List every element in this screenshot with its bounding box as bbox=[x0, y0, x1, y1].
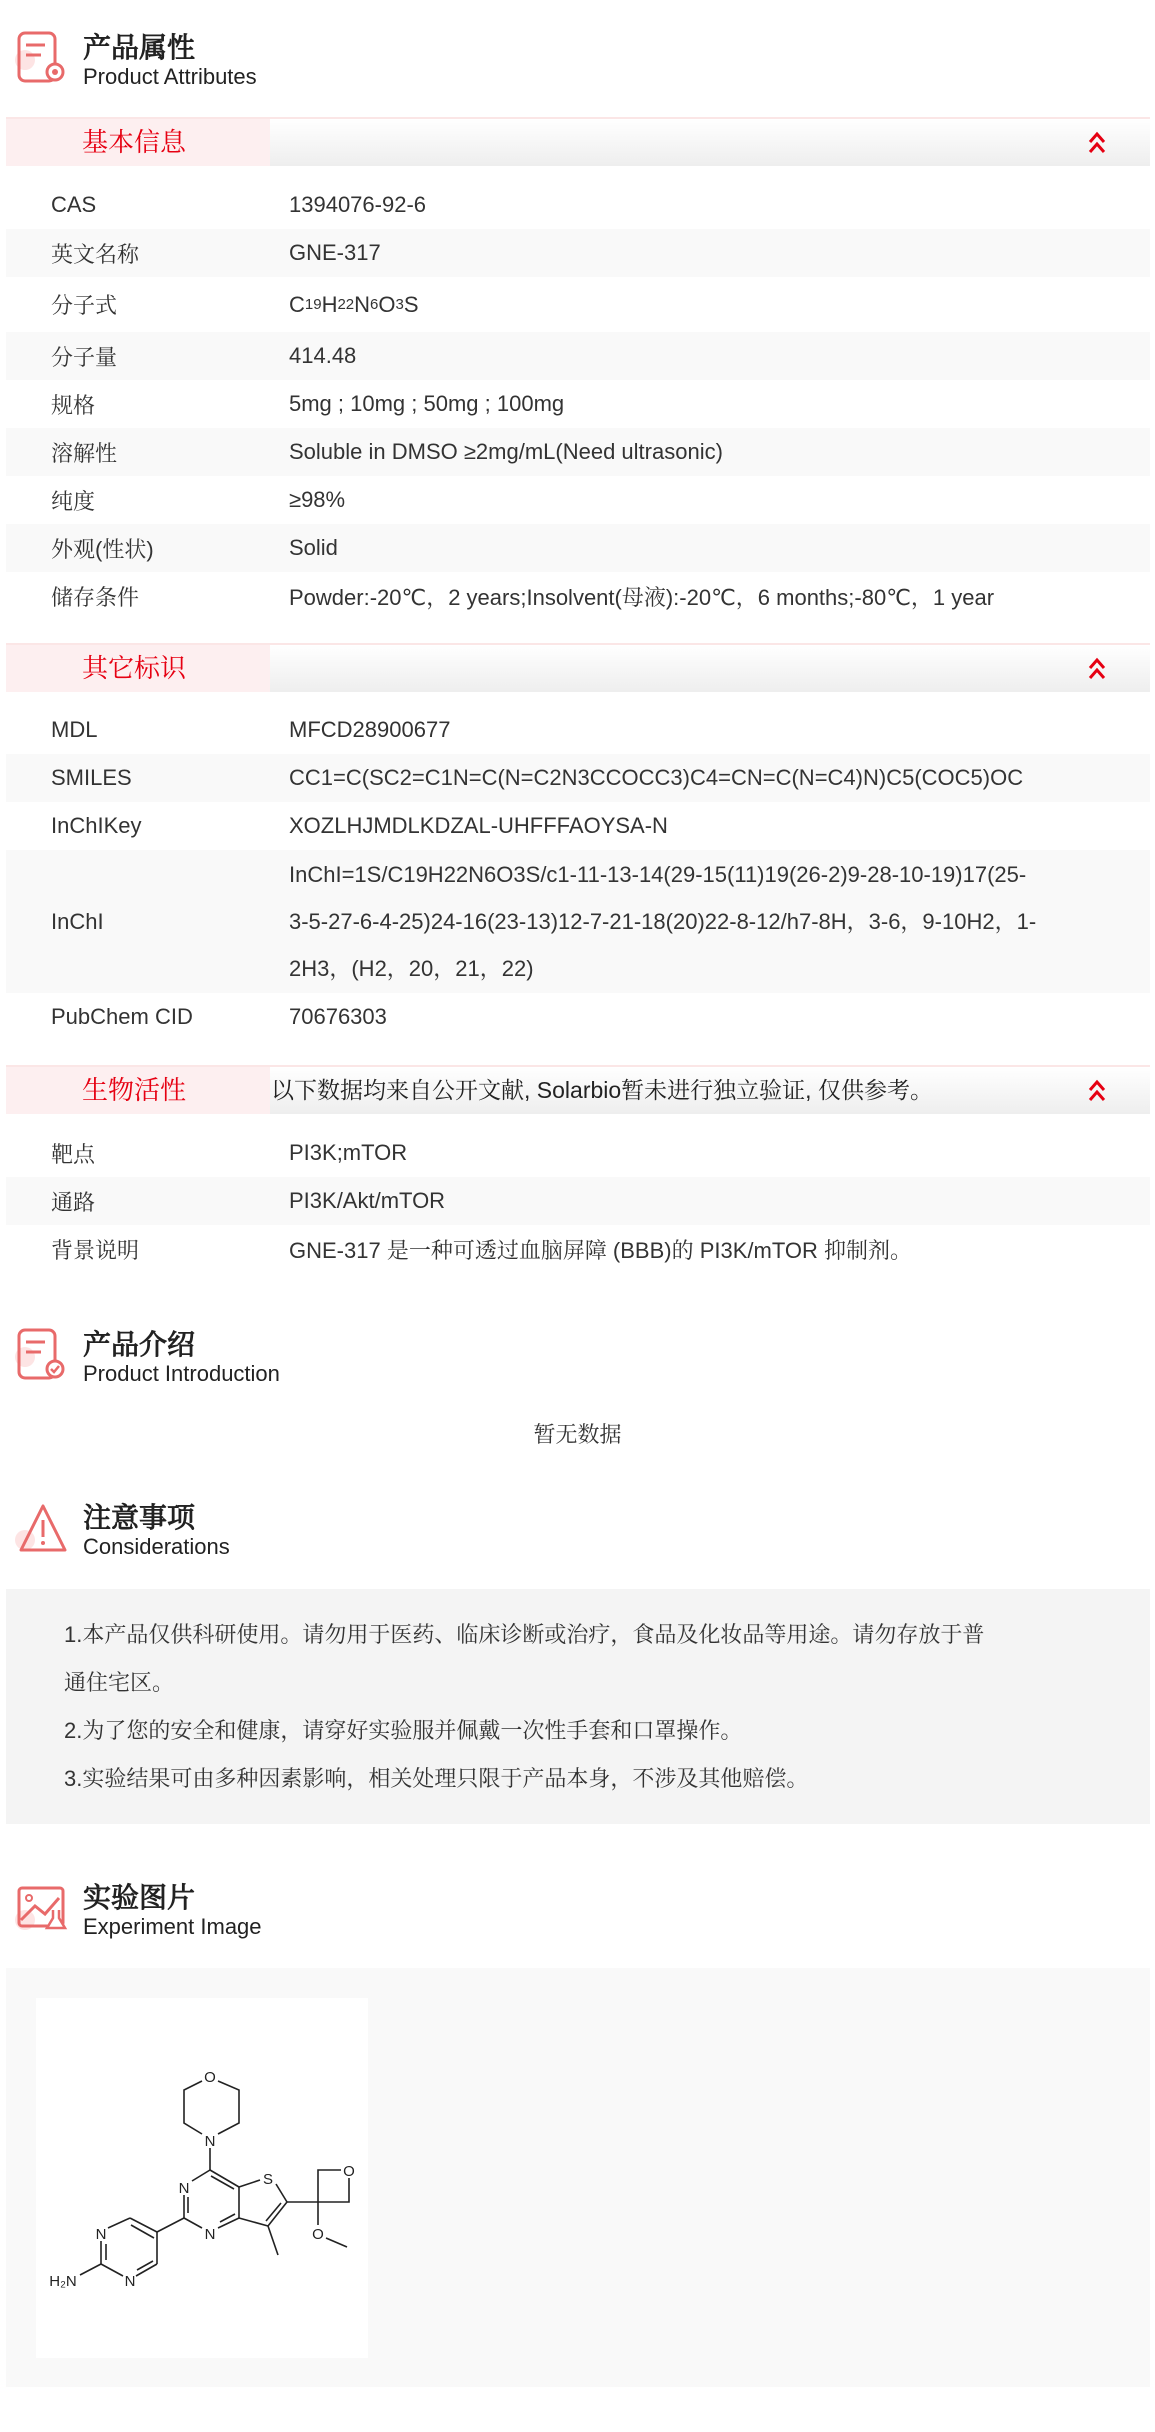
atom-label: O bbox=[343, 2163, 355, 2180]
bio-activity-label: 生物活性 bbox=[6, 1067, 270, 1114]
row-key: 纯度 bbox=[51, 488, 96, 514]
row-key: 储存条件 bbox=[51, 584, 140, 610]
atom-label: O bbox=[312, 2226, 324, 2243]
section-subtitle: Product Introduction bbox=[83, 1361, 280, 1386]
element: O bbox=[378, 291, 396, 317]
section-subtitle: Experiment Image bbox=[83, 1914, 262, 1939]
row-value bbox=[289, 850, 1036, 993]
inchi-line: 2H3，(H2，20，21，22) bbox=[289, 956, 534, 981]
collapse-chevron-icon[interactable] bbox=[1086, 129, 1108, 157]
row-key: CAS bbox=[51, 192, 97, 217]
atom-label: N bbox=[204, 2133, 216, 2150]
row-key: InChI bbox=[51, 908, 104, 934]
other-ids-bar[interactable] bbox=[6, 643, 1150, 692]
section-title: 注意事项 bbox=[83, 1502, 196, 1533]
row-value: Powder:-20℃，2 years;Insolvent(母液):-20℃，6 months;-80℃，1 year bbox=[289, 584, 995, 610]
considerations-box bbox=[6, 1589, 1150, 1824]
table-row bbox=[6, 380, 1150, 428]
table-row bbox=[6, 754, 1150, 802]
row-value: Soluble in DMSO ≥2mg/mL(Need ultrasonic) bbox=[289, 439, 723, 464]
table-row bbox=[6, 181, 1150, 229]
section-title: 产品属性 bbox=[83, 32, 196, 63]
chemical-structure bbox=[36, 1998, 368, 2358]
experiment-image-box bbox=[6, 1968, 1150, 2387]
atom-label: N bbox=[178, 2180, 190, 2197]
row-key: 溶解性 bbox=[51, 440, 118, 466]
table-row bbox=[6, 1177, 1150, 1225]
row-key: PubChem CID bbox=[51, 1004, 193, 1029]
structure-image bbox=[36, 1998, 368, 2358]
certificate-gear-icon bbox=[15, 30, 71, 86]
row-key: 分子式 bbox=[51, 293, 118, 318]
row-key: InChIKey bbox=[51, 813, 142, 838]
table-row bbox=[6, 993, 1150, 1041]
table-row bbox=[6, 476, 1150, 524]
subscript: 3 bbox=[395, 296, 404, 313]
table-row bbox=[6, 802, 1150, 850]
atom-label: N bbox=[95, 2226, 107, 2243]
row-value bbox=[289, 277, 419, 332]
section-subtitle: Considerations bbox=[83, 1534, 230, 1559]
section-subtitle: Product Attributes bbox=[83, 64, 257, 89]
element: N bbox=[354, 291, 371, 317]
element: H bbox=[321, 291, 338, 317]
subscript: 19 bbox=[304, 296, 322, 313]
section-title: 实验图片 bbox=[83, 1882, 196, 1913]
section-title: 产品介绍 bbox=[83, 1329, 196, 1360]
basic-info-label: 基本信息 bbox=[6, 119, 270, 166]
row-key: 通路 bbox=[51, 1189, 96, 1215]
image-flask-icon bbox=[15, 1880, 71, 1936]
element: S bbox=[403, 291, 419, 317]
consideration-line: 1.本产品仅供科研使用。请勿用于医药、临床诊断或治疗，食品及化妆品等用途。请勿存放于普 bbox=[64, 1622, 985, 1647]
row-key: 外观(性状) bbox=[51, 536, 154, 562]
consideration-line: 通住宅区。 bbox=[64, 1670, 175, 1695]
element: C bbox=[289, 291, 305, 317]
row-key: 分子量 bbox=[51, 344, 118, 370]
row-key: 背景说明 bbox=[51, 1237, 140, 1263]
row-value: 414.48 bbox=[289, 343, 357, 368]
row-key: SMILES bbox=[51, 765, 132, 790]
row-value: XOZLHJMDLKDZAL-UHFFFAOYSA-N bbox=[289, 813, 668, 838]
table-row bbox=[6, 229, 1150, 277]
inchi-line: InChI=1S/C19H22N6O3S/c1-11-13-14(29-15(11)19(26-2)9-28-10-19)17(25- bbox=[289, 862, 1027, 887]
table-row bbox=[6, 706, 1150, 754]
row-value: 70676303 bbox=[289, 1004, 387, 1029]
atom-label: O bbox=[204, 2069, 216, 2086]
inchi-line: 3-5-27-6-4-25)24-16(23-13)12-7-21-18(20)22-8-12/h7-8H，3-6，9-10H2，1- bbox=[289, 909, 1037, 934]
atom-label: H₂N bbox=[49, 2273, 77, 2290]
table-row bbox=[6, 572, 1150, 620]
document-check-icon bbox=[15, 1327, 71, 1383]
table-row bbox=[6, 1225, 1150, 1273]
table-row bbox=[6, 428, 1150, 476]
table-row bbox=[6, 277, 1150, 332]
no-data-text: 暂无数据 bbox=[533, 1422, 622, 1447]
collapse-chevron-icon[interactable] bbox=[1086, 655, 1108, 683]
bio-activity-bar[interactable] bbox=[6, 1065, 1150, 1114]
row-value: MFCD28900677 bbox=[289, 717, 451, 742]
subscript: 6 bbox=[370, 296, 379, 313]
atom-label: S bbox=[262, 2171, 274, 2188]
other-ids-label: 其它标识 bbox=[6, 645, 270, 692]
row-value: PI3K;mTOR bbox=[289, 1140, 408, 1165]
table-row bbox=[6, 850, 1150, 993]
consideration-line: 3.实验结果可由多种因素影响，相关处理只限于产品本身，不涉及其他赔偿。 bbox=[64, 1766, 809, 1791]
table-row bbox=[6, 524, 1150, 572]
row-value: 1394076-92-6 bbox=[289, 192, 427, 217]
row-value: ≥98% bbox=[289, 487, 346, 512]
basic-info-bar[interactable] bbox=[6, 117, 1150, 166]
consideration-line: 2.为了您的安全和健康，请穿好实验服并佩戴一次性手套和口罩操作。 bbox=[64, 1718, 743, 1743]
warning-icon bbox=[15, 1500, 71, 1556]
row-key: MDL bbox=[51, 717, 98, 742]
row-value: 5mg ; 10mg ; 50mg ; 100mg bbox=[289, 391, 565, 416]
row-key: 规格 bbox=[51, 392, 96, 418]
atom-label: N bbox=[124, 2273, 136, 2290]
row-value: Solid bbox=[289, 535, 338, 560]
atom-label: N bbox=[204, 2226, 216, 2243]
row-value: GNE-317 bbox=[289, 240, 381, 265]
subscript: 22 bbox=[337, 296, 355, 313]
collapse-chevron-icon[interactable] bbox=[1086, 1077, 1108, 1105]
row-value: PI3K/Akt/mTOR bbox=[289, 1188, 446, 1213]
row-value: CC1=C(SC2=C1N=C(N=C2N3CCOCC3)C4=CN=C(N=C4)N)C5(COC5)OC bbox=[289, 765, 1024, 790]
disclaimer-note: 以下数据均来自公开文献, Solarbio暂未进行独立验证, 仅供参考。 bbox=[271, 1077, 933, 1103]
table-row bbox=[6, 332, 1150, 380]
row-value: GNE-317 是一种可透过血脑屏障 (BBB)的 PI3K/mTOR 抑制剂。 bbox=[289, 1237, 913, 1263]
row-key: 靶点 bbox=[51, 1141, 96, 1167]
table-row bbox=[6, 1129, 1150, 1177]
row-key: 英文名称 bbox=[51, 241, 140, 267]
